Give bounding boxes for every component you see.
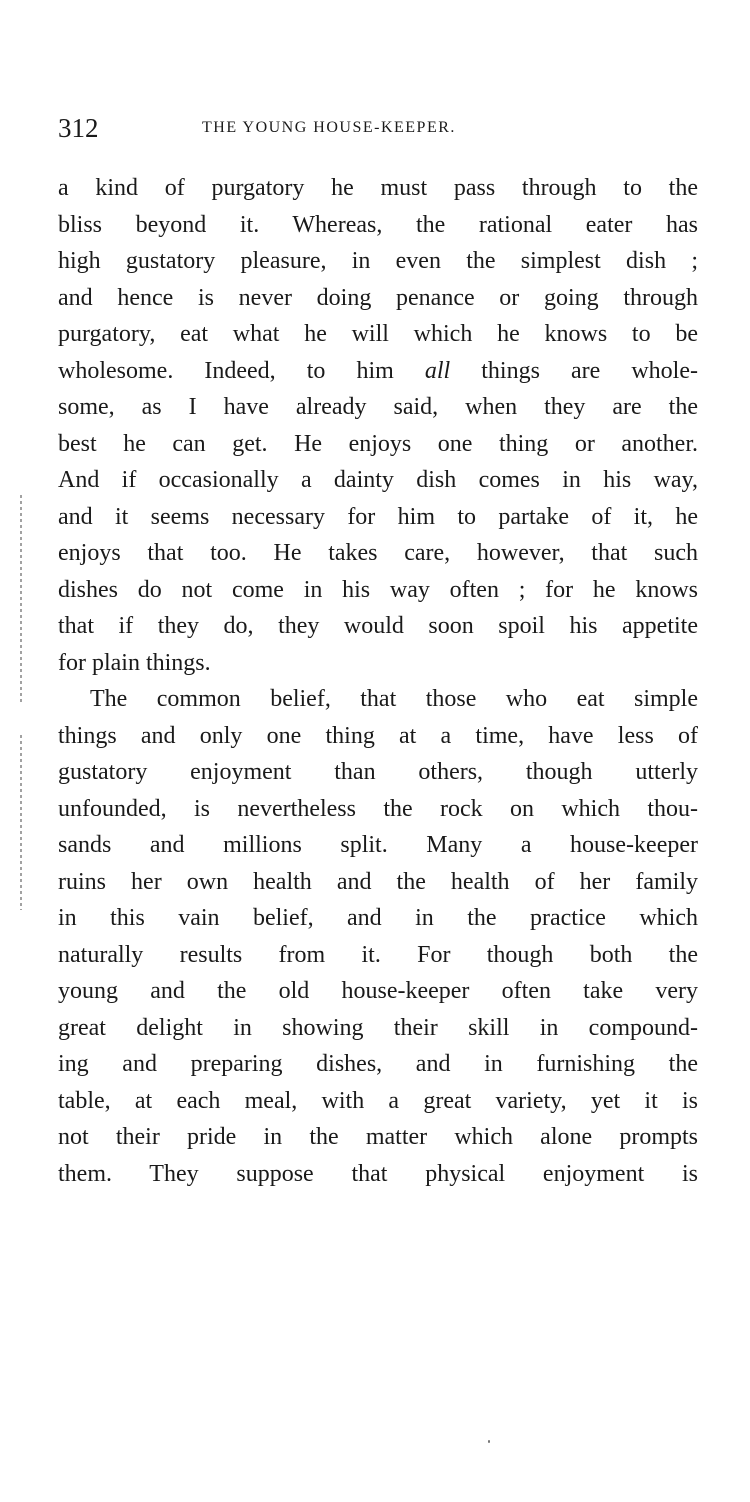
text-line: things and only one thing at a time, have less of <box>58 722 698 749</box>
text-line: them. They suppose that physical enjoyment is <box>58 1160 698 1187</box>
text-segment: wholesome. Indeed, to him <box>58 357 394 384</box>
margin-scan-mark <box>20 735 22 910</box>
body-text <box>58 170 698 1192</box>
text-segment: things are whole- <box>481 357 698 384</box>
text-line: great delight in showing their skill in compound- <box>58 1014 698 1041</box>
text-line: naturally results from it. For though both the <box>58 941 698 968</box>
text-line: unfounded, is nevertheless the rock on which thou- <box>58 795 698 822</box>
text-line: and it seems necessary for him to partake of it, he <box>58 503 698 530</box>
text-line: enjoys that too. He takes care, however, that such <box>58 540 698 566</box>
scan-speck <box>488 1440 490 1443</box>
text-line: ruins her own health and the health of her family <box>58 868 698 895</box>
text-line: best he can get. He enjoys one thing or another. <box>58 430 698 457</box>
text-line: for plain things. <box>58 649 211 676</box>
text-line <box>58 353 698 390</box>
text-line: some, as I have already said, when they are the <box>58 394 698 420</box>
paragraph-start-line: The common belief, that those who eat simple <box>90 686 698 712</box>
page-number: 312 <box>58 113 99 143</box>
text-line: and hence is never doing penance or going through <box>58 284 698 311</box>
text-line: bliss beyond it. Whereas, the rational eater has <box>58 211 698 238</box>
text-line: a kind of purgatory he must pass through to the <box>58 175 698 201</box>
text-line: table, at each meal, with a great variety, yet it is <box>58 1087 698 1114</box>
text-line: dishes do not come in his way often ; for he knows <box>58 576 698 603</box>
text-line: high gustatory pleasure, in even the simplest dish ; <box>58 248 698 274</box>
margin-scan-mark <box>20 495 22 705</box>
text-line: gustatory enjoyment than others, though utterly <box>58 759 698 785</box>
text-line: And if occasionally a dainty dish comes in his way, <box>58 467 698 493</box>
text-line: in this vain belief, and in the practice which <box>58 905 698 931</box>
text-line: that if they do, they would soon spoil his appetite <box>58 613 698 639</box>
text-line: sands and millions split. Many a house-keeper <box>58 832 698 858</box>
text-line: purgatory, eat what he will which he knows to be <box>58 321 698 347</box>
page-header <box>58 112 698 144</box>
emphasis-text: all <box>424 357 451 384</box>
text-line: not their pride in the matter which alone prompts <box>58 1124 698 1150</box>
text-line: young and the old house-keeper often take very <box>58 978 698 1004</box>
running-head: THE YOUNG HOUSE-KEEPER. <box>202 119 456 136</box>
text-line: ing and preparing dishes, and in furnishing the <box>58 1051 698 1077</box>
